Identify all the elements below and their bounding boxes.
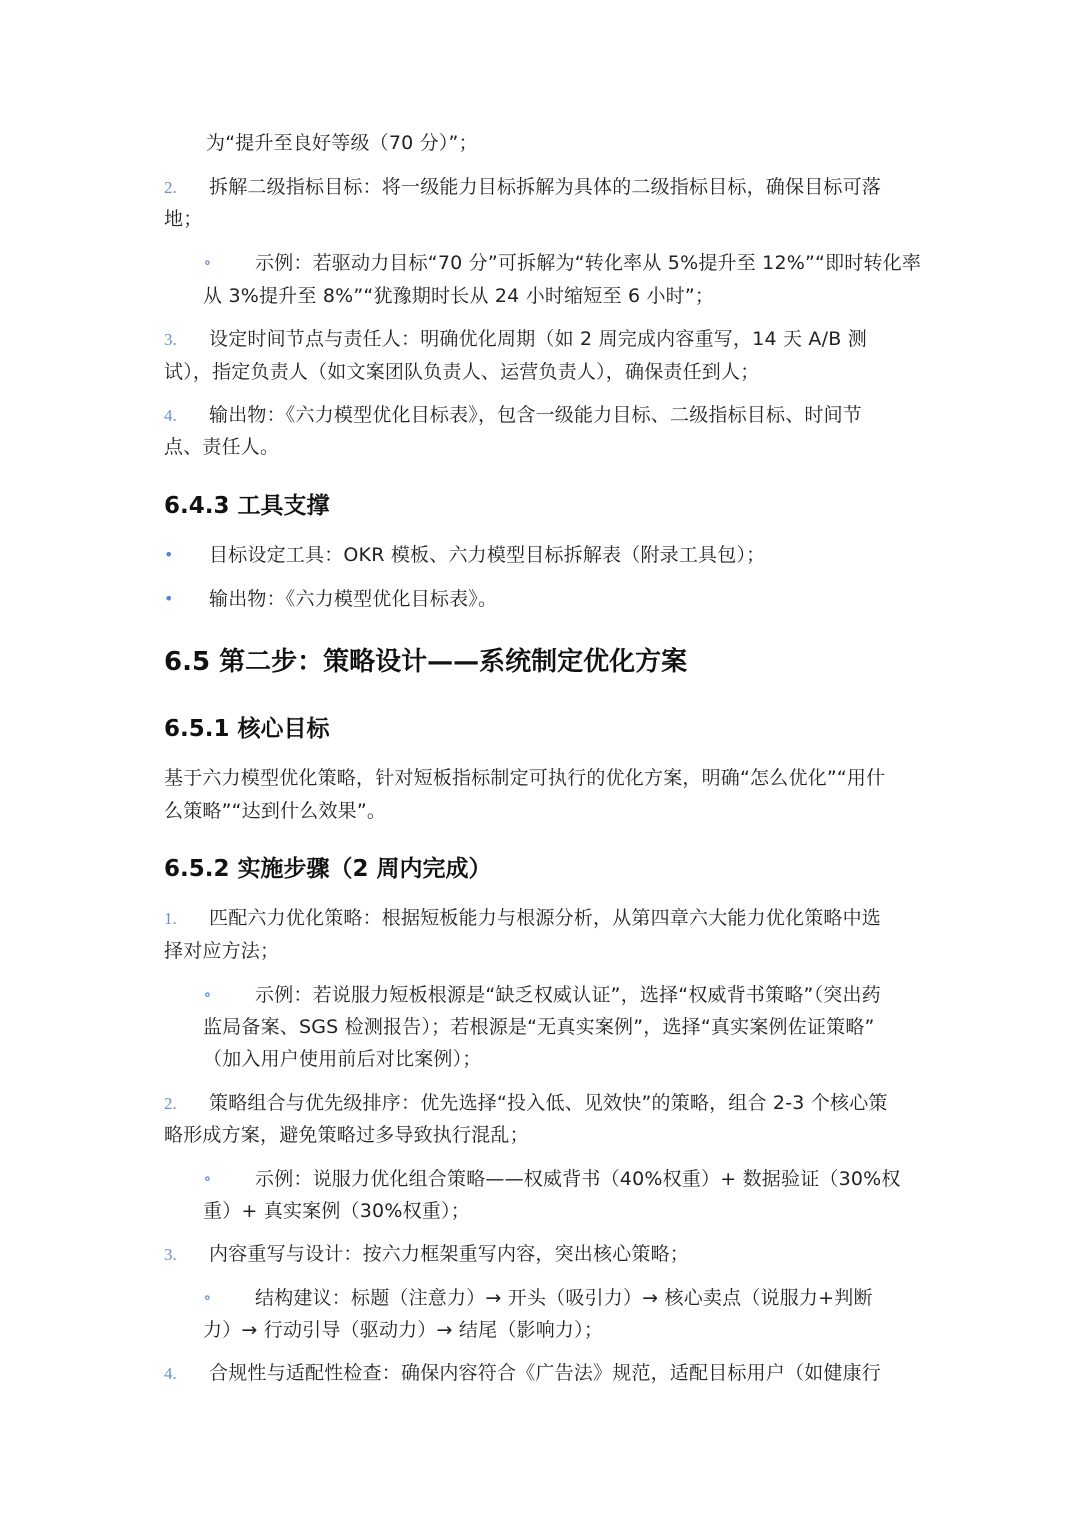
list-item-text: 策略组合与优先级排序：优先选择“投入低、见效快”的策略，组合 2-3 个核心策	[209, 1092, 888, 1114]
list-item-text: 略形成方案，避免策略过多导致执行混乱；	[164, 1124, 529, 1146]
sub-item-text: 结构建议：标题（注意力）→ 开头（吸引力）→ 核心卖点（说服力+判断	[255, 1287, 873, 1309]
section-heading-6-5-1: 6.5.1 核心目标	[164, 716, 330, 742]
sub-item-text: （加入用户使用前后对比案例）；	[203, 1048, 482, 1070]
list-number: 1.	[164, 909, 177, 928]
section-heading-6-4-3: 6.4.3 工具支撑	[164, 493, 330, 519]
list-number: 4.	[164, 1364, 177, 1383]
list-item-text: 设定时间节点与责任人：明确优化周期（如 2 周完成内容重写，14 天 A/B 测	[209, 328, 867, 350]
list-number: 2.	[164, 178, 177, 197]
list-number: 3.	[164, 1245, 177, 1264]
bullet-dot-icon: •	[164, 589, 174, 608]
list-item-text: 地；	[164, 208, 203, 230]
list-item-text: 匹配六力优化策略：根据短板能力与根源分析，从第四章六大能力优化策略中选	[209, 907, 882, 929]
list-number: 3.	[164, 330, 177, 349]
continued-line: 为“提升至良好等级（70 分）”；	[206, 132, 478, 154]
sub-item-text: 从 3%提升至 8%”“犹豫期时长从 24 小时缩短至 6 小时”；	[203, 285, 715, 307]
bullet-item-text: 输出物：《六力模型优化目标表》。	[209, 588, 498, 610]
list-item-text: 拆解二级指标目标：将一级能力目标拆解为具体的二级指标目标，确保目标可落	[209, 176, 882, 198]
list-number: 2.	[164, 1094, 177, 1113]
circle-bullet-icon: ∘	[203, 1290, 212, 1306]
sub-item-text: 监局备案、SGS 检测报告）；若根源是“无真实案例”，选择“真实案例佐证策略”	[203, 1016, 875, 1038]
list-item-text: 点、责任人。	[164, 436, 280, 458]
circle-bullet-icon: ∘	[203, 255, 212, 271]
list-item-text: 输出物：《六力模型优化目标表》，包含一级能力目标、二级指标目标、时间节	[209, 404, 863, 426]
bullet-item-text: 目标设定工具：OKR 模板、六力模型目标拆解表（附录工具包）；	[209, 544, 766, 566]
paragraph-text: 么策略”“达到什么效果”。	[164, 800, 387, 822]
list-number: 4.	[164, 406, 177, 425]
section-heading-6-5: 6.5 第二步：策略设计——系统制定优化方案	[164, 647, 688, 677]
circle-bullet-icon: ∘	[203, 987, 212, 1003]
sub-item-text: 示例：说服力优化组合策略——权威背书（40%权重）+ 数据验证（30%权	[255, 1168, 901, 1190]
circle-bullet-icon: ∘	[203, 1171, 212, 1187]
sub-item-text: 示例：若驱动力目标“70 分”可拆解为“转化率从 5%提升至 12%”“即时转化率	[255, 252, 922, 274]
list-item-text: 内容重写与设计：按六力框架重写内容，突出核心策略；	[209, 1243, 690, 1265]
sub-item-text: 示例：若说服力短板根源是“缺乏权威认证”，选择“权威背书策略”（突出药	[255, 984, 881, 1006]
paragraph-text: 基于六力模型优化策略，针对短板指标制定可执行的优化方案，明确“怎么优化”“用什	[164, 767, 886, 789]
bullet-dot-icon: •	[164, 545, 174, 564]
sub-item-text: 重）+ 真实案例（30%权重）；	[203, 1200, 470, 1222]
section-heading-6-5-2: 6.5.2 实施步骤（2 周内完成）	[164, 856, 492, 882]
list-item-text: 合规性与适配性检查：确保内容符合《广告法》规范，适配目标用户（如健康行	[209, 1362, 882, 1384]
list-item-text: 试），指定负责人（如文案团队负责人、运营负责人），确保责任到人；	[164, 361, 760, 383]
sub-item-text: 力）→ 行动引导（驱动力）→ 结尾（影响力）；	[203, 1319, 604, 1341]
list-item-text: 择对应方法；	[164, 940, 280, 962]
